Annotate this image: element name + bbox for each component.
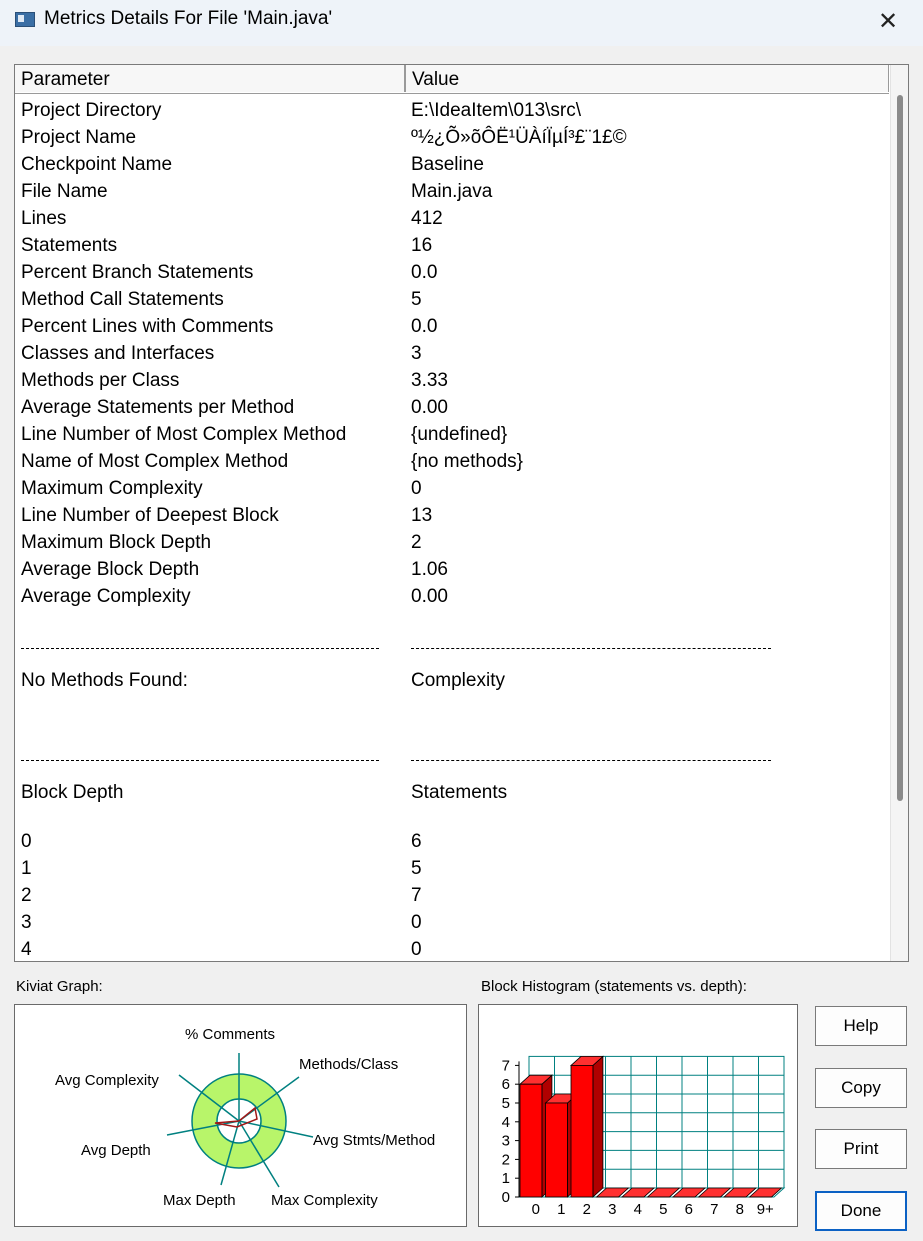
parameter-value: 5	[411, 289, 422, 310]
x-tick-label: 9+	[756, 1201, 774, 1218]
parameter-name: Name of Most Complex Method	[21, 451, 289, 472]
parameter-value: 3.33	[411, 370, 448, 391]
table-row[interactable]	[15, 882, 889, 909]
table-row[interactable]	[15, 367, 889, 394]
axis-label-comments: % Comments	[185, 1026, 276, 1043]
table-row[interactable]	[15, 556, 889, 583]
spacer	[15, 812, 889, 828]
table-row[interactable]	[15, 475, 889, 502]
parameter-value: 412	[411, 208, 443, 229]
parameter-name: Line Number of Deepest Block	[21, 505, 279, 526]
x-tick-label: 0	[531, 1201, 540, 1218]
column-header-parameter[interactable]: Parameter	[15, 65, 405, 92]
parameter-name: Checkpoint Name	[21, 154, 173, 175]
section-label: Block Depth	[21, 782, 124, 803]
section-label: No Methods Found:	[21, 670, 188, 691]
y-tick-label: 2	[501, 1151, 510, 1169]
x-tick-label: 8	[735, 1201, 744, 1218]
table-row[interactable]	[15, 286, 889, 313]
parameter-value: 0.0	[411, 316, 438, 337]
x-tick-label: 6	[684, 1201, 693, 1218]
parameter-name: Maximum Block Depth	[21, 532, 212, 553]
parameter-value: 2	[411, 532, 422, 553]
axis-label-avg-complexity: Avg Complexity	[55, 1072, 159, 1089]
x-tick-label: 2	[582, 1201, 591, 1218]
axis-label-avg-depth: Avg Depth	[81, 1142, 151, 1159]
parameter-name: Statements	[21, 235, 118, 256]
x-tick-label: 5	[659, 1201, 668, 1218]
copy-button[interactable]: Copy	[815, 1068, 907, 1108]
statement-count: 7	[411, 885, 422, 906]
parameter-name: Methods per Class	[21, 370, 180, 391]
table-row[interactable]	[15, 828, 889, 855]
window-title: Metrics Details For File 'Main.java'	[44, 8, 333, 29]
table-row[interactable]	[15, 232, 889, 259]
parameter-name: Line Number of Most Complex Method	[21, 424, 347, 445]
block-depth: 2	[21, 885, 32, 906]
spacer	[15, 610, 889, 634]
table-row[interactable]	[15, 151, 889, 178]
app-icon	[15, 12, 35, 27]
statement-count: 5	[411, 858, 422, 879]
report-rows	[15, 97, 889, 962]
print-button[interactable]: Print	[815, 1129, 907, 1169]
y-tick-label: 3	[501, 1132, 510, 1150]
x-tick-label: 3	[608, 1201, 617, 1218]
table-row[interactable]	[15, 313, 889, 340]
column-header-row	[15, 65, 889, 94]
block-depth: 3	[21, 912, 32, 933]
table-row[interactable]	[15, 97, 889, 124]
column-header-value[interactable]: Value	[405, 65, 889, 92]
statement-count: 0	[411, 912, 422, 933]
parameter-value: 13	[411, 505, 433, 526]
y-tick-label: 5	[501, 1095, 510, 1112]
parameter-name: Average Statements per Method	[21, 397, 295, 418]
x-tick-label: 7	[710, 1201, 719, 1218]
kiviat-graph	[14, 1004, 467, 1227]
parameter-value: 0.00	[411, 397, 448, 418]
parameter-value: {undefined}	[411, 424, 508, 445]
y-tick-label: 7	[501, 1057, 510, 1075]
bar	[520, 1084, 542, 1197]
table-row[interactable]	[15, 259, 889, 286]
parameter-value: 0	[411, 478, 422, 499]
table-row[interactable]	[15, 909, 889, 936]
parameter-name: Percent Lines with Comments	[21, 316, 274, 337]
parameter-value: E:\IdeaItem\013\src\	[411, 100, 582, 121]
dashed-separator	[21, 648, 379, 649]
table-row[interactable]	[15, 855, 889, 882]
table-row[interactable]	[15, 936, 889, 962]
parameter-name: Average Complexity	[21, 586, 191, 607]
depth-section-header[interactable]	[15, 776, 889, 812]
spacer	[15, 700, 889, 746]
parameter-value: º½¿Õ»õÔË¹ÜÀíÏµÍ³£¨1£©	[411, 127, 627, 148]
parameter-name: Maximum Complexity	[21, 478, 203, 499]
vertical-scrollbar[interactable]	[890, 65, 909, 961]
parameter-value: 1.06	[411, 559, 448, 580]
parameter-name: Percent Branch Statements	[21, 262, 254, 283]
parameter-value: Main.java	[411, 181, 493, 202]
parameter-value: {no methods}	[411, 451, 523, 472]
close-button[interactable]: ✕	[877, 8, 899, 35]
statement-count: 6	[411, 831, 422, 852]
y-tick-label: 0	[501, 1189, 510, 1206]
table-row[interactable]	[15, 178, 889, 205]
scrollbar-thumb[interactable]	[897, 95, 903, 801]
table-row[interactable]	[15, 394, 889, 421]
table-row[interactable]	[15, 502, 889, 529]
y-tick-label: 4	[501, 1113, 510, 1131]
axis-label-max-depth: Max Depth	[163, 1192, 236, 1209]
dashed-separator	[411, 648, 771, 649]
table-row[interactable]	[15, 340, 889, 367]
table-row[interactable]	[15, 124, 889, 151]
parameter-name: Classes and Interfaces	[21, 343, 215, 364]
parameter-value: Baseline	[411, 154, 484, 175]
parameter-name: Average Block Depth	[21, 559, 200, 580]
parameter-value: 16	[411, 235, 433, 256]
x-tick-label: 1	[557, 1201, 566, 1218]
help-button[interactable]: Help	[815, 1006, 907, 1046]
parameter-name: Project Name	[21, 127, 137, 148]
section-value-header: Complexity	[411, 670, 505, 691]
block-depth: 4	[21, 939, 32, 960]
separator-row	[15, 746, 889, 776]
parameter-value: 0.00	[411, 586, 448, 607]
kiviat-graph-label: Kiviat Graph:	[16, 978, 103, 995]
axis-label-avg-stmts-method: Avg Stmts/Method	[313, 1132, 436, 1149]
parameter-name: Method Call Statements	[21, 289, 224, 310]
y-tick-label: 1	[501, 1170, 510, 1188]
y-tick-label: 6	[501, 1076, 510, 1094]
block-depth: 1	[21, 858, 32, 879]
parameter-name: File Name	[21, 181, 108, 202]
x-tick-label: 4	[633, 1201, 642, 1218]
separator-row	[15, 634, 889, 664]
parameter-value: 0.0	[411, 262, 438, 283]
parameter-name: Project Directory	[21, 100, 162, 121]
axis-label-max-complexity: Max Complexity	[271, 1192, 378, 1209]
histogram-svg	[479, 1005, 797, 1226]
block-histogram-label: Block Histogram (statements vs. depth):	[481, 978, 747, 995]
statement-count: 0	[411, 939, 422, 960]
section-value-header: Statements	[411, 782, 508, 803]
table-row[interactable]	[15, 205, 889, 232]
title-bar	[0, 0, 923, 46]
block-depth: 0	[21, 831, 32, 852]
metrics-report-list[interactable]	[14, 64, 909, 962]
table-row[interactable]	[15, 583, 889, 610]
parameter-value: 3	[411, 343, 422, 364]
table-row[interactable]	[15, 529, 889, 556]
table-row[interactable]	[15, 448, 889, 475]
axis-label-methods-class: Methods/Class	[299, 1056, 399, 1073]
bar-side	[593, 1056, 603, 1197]
done-button[interactable]: Done	[815, 1191, 907, 1231]
block-histogram	[478, 1004, 798, 1227]
dashed-separator	[21, 760, 379, 761]
bar	[546, 1103, 568, 1197]
bar	[571, 1065, 593, 1197]
parameter-name: Lines	[21, 208, 67, 229]
table-row[interactable]	[15, 421, 889, 448]
kiviat-svg	[15, 1005, 466, 1226]
dashed-separator	[411, 760, 771, 761]
methods-section-header[interactable]	[15, 664, 889, 700]
